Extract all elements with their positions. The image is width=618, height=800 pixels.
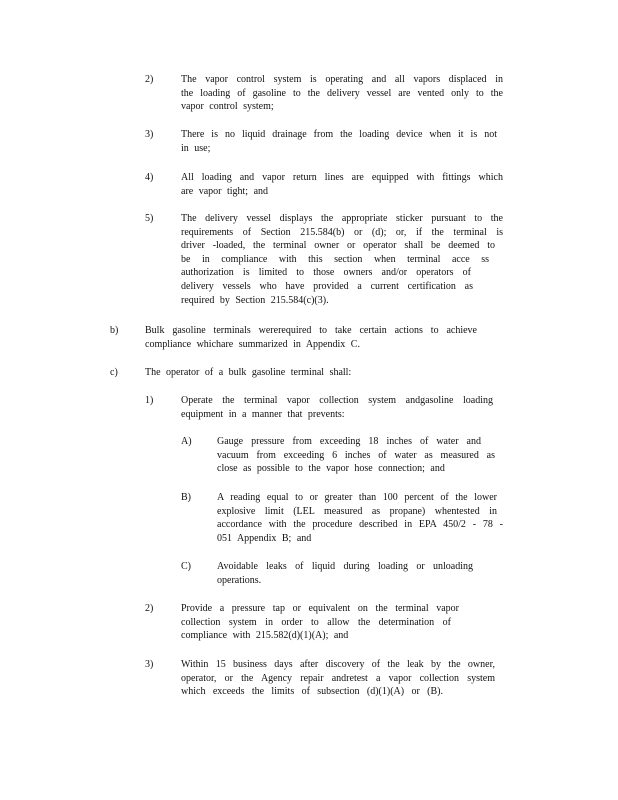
item-text	[181, 73, 503, 114]
text-line: Avoidable leaks of liquid during loading or unloading	[217, 561, 473, 572]
item-text	[145, 324, 477, 351]
text-line: The operator of a bulk gasoline terminal shall:	[145, 367, 352, 378]
text-line: accordance with the procedure described in EPA 450/2 - 78 -	[217, 519, 503, 531]
text-line: Within 15 business days after discovery of the leak by the owner,	[181, 659, 495, 670]
text-line: equipment in a manner that prevents:	[181, 408, 345, 420]
item-text	[181, 171, 503, 198]
text-line: operations.	[217, 574, 262, 586]
text-line: delivery vessels who have provided a current certification as	[181, 280, 473, 292]
text-line: A reading equal to or greater than 100 percent of the lower	[217, 492, 497, 503]
item-number: C)	[181, 561, 191, 572]
text-line: collection system in order to allow the determination of	[181, 616, 451, 628]
text-line: The delivery vessel displays the appropriate sticker pursuant to the	[181, 213, 503, 224]
item-number: b)	[110, 325, 119, 336]
text-line: be in compliance with this section when terminal acce ss	[181, 253, 489, 265]
item-number: 2)	[145, 603, 154, 614]
item-text	[217, 435, 495, 476]
item-number: A)	[181, 436, 192, 447]
text-line: driver -loaded, the terminal owner or operator shall be deemed to	[181, 240, 495, 252]
text-line: required by Section 215.584(c)(3).	[181, 294, 329, 306]
item-number: B)	[181, 492, 191, 503]
text-line: 051 Appendix B; and	[217, 532, 312, 544]
text-line: vacuum from exceeding 6 inches of water as measured as	[217, 449, 495, 461]
text-line: All loading and vapor return lines are equipped with fittings which	[181, 172, 503, 183]
text-line: are vapor tight; and	[181, 185, 269, 197]
text-line: There is no liquid drainage from the loading device when it is not	[181, 129, 497, 140]
text-line: Bulk gasoline terminals wererequired to take certain actions to achieve	[145, 325, 477, 336]
item-number: 3)	[145, 129, 154, 140]
text-line: vapor control system;	[181, 101, 274, 113]
text-line: Operate the terminal vapor collection system andgasoline loading	[181, 395, 493, 406]
item-number: 5)	[145, 213, 154, 224]
item-text	[217, 560, 473, 587]
text-line: requirements of Section 215.584(b) or (d); or, if the terminal is	[181, 226, 503, 238]
text-line: the loading of gasoline to the delivery vessel are vented only to the	[181, 87, 503, 99]
item-text	[181, 128, 497, 155]
item-text	[181, 212, 503, 307]
item-text	[217, 491, 503, 545]
item-text	[145, 366, 405, 380]
item-number: 4)	[145, 172, 154, 183]
text-line: compliance whichare summarized in Appendix C.	[145, 338, 360, 350]
item-text	[181, 602, 459, 643]
text-line: close as possible to the vapor hose connection; and	[217, 463, 445, 475]
text-line: compliance with 215.582(d)(1)(A); and	[181, 630, 349, 642]
text-line: Provide a pressure tap or equivalent on the terminal vapor	[181, 603, 459, 614]
text-line: Gauge pressure from exceeding 18 inches of water and	[217, 436, 481, 447]
item-number: c)	[110, 367, 118, 378]
text-line: in use;	[181, 142, 211, 154]
text-line: authorization is limited to those owners and/or operators of	[181, 267, 471, 279]
item-text	[181, 658, 495, 699]
item-number: 2)	[145, 74, 154, 85]
item-number: 3)	[145, 659, 154, 670]
item-number: 1)	[145, 395, 154, 406]
text-line: operator, or the Agency repair andretest a vapor collection system	[181, 672, 495, 684]
text-line: The vapor control system is operating and all vapors displaced in	[181, 74, 503, 85]
item-text	[181, 394, 493, 421]
text-line: which exceeds the limits of subsection (d)(1)(A) or (B).	[181, 686, 443, 698]
text-line: explosive limit (LEL measured as propane) whentested in	[217, 505, 497, 517]
